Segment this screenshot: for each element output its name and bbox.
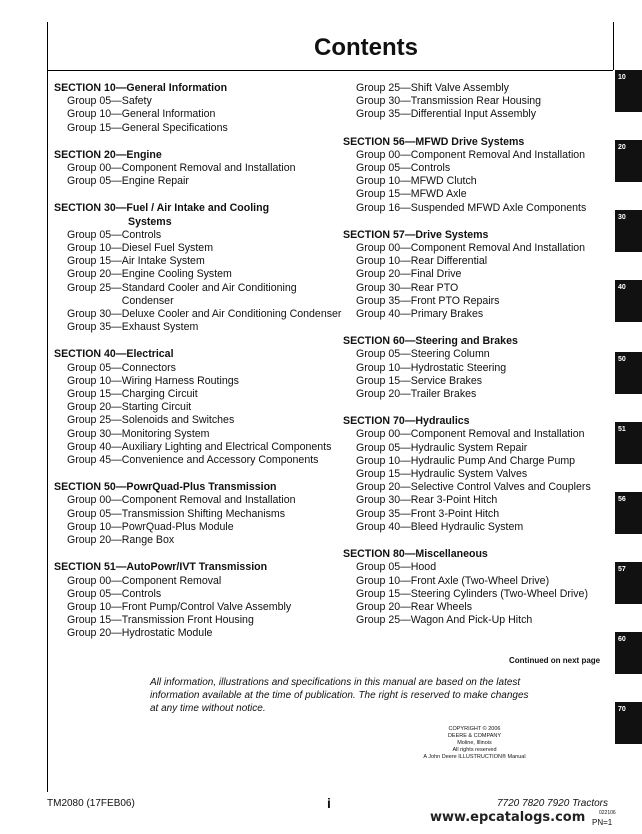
toc-group-entry[interactable] xyxy=(343,282,618,295)
group-label: Group 10— xyxy=(356,255,411,268)
group-label: Group 20— xyxy=(67,534,122,547)
toc-group-entry[interactable] xyxy=(343,575,618,588)
group-label: Group 05— xyxy=(356,561,411,574)
group-title: MFWD Axle xyxy=(410,188,467,201)
section-title-text: SECTION 51—AutoPowr/IVT Transmission xyxy=(54,561,268,574)
group-title: Monitoring System xyxy=(121,427,210,440)
group-label: Group 30— xyxy=(67,427,122,440)
toc-group-entry[interactable] xyxy=(54,162,344,175)
toc-group-entry[interactable] xyxy=(54,122,344,135)
group-title: Controls xyxy=(121,228,162,241)
copyright-line: A John Deere ILLUSTRUCTION® Manual xyxy=(423,754,526,760)
group-label: Group 15— xyxy=(67,255,122,268)
toc-group-entry[interactable] xyxy=(343,388,618,401)
section-tab[interactable] xyxy=(615,70,642,112)
group-label: Group 15— xyxy=(67,388,122,401)
group-title: Transmission Front Housing xyxy=(121,614,254,627)
group-title: Standard Cooler and Air Conditioning Condenser xyxy=(121,281,297,307)
group-title: Suspended MFWD Axle Components xyxy=(410,201,587,214)
group-label: Group 05— xyxy=(356,441,411,454)
toc-group-entry[interactable] xyxy=(54,601,344,614)
group-title: Hydrostatic Steering xyxy=(410,361,507,374)
group-label: Group 30— xyxy=(356,95,411,108)
section-title[interactable] xyxy=(343,548,618,561)
group-title: Convenience and Accessory Components xyxy=(121,454,319,467)
section-title-text: SECTION 20—Engine xyxy=(54,148,162,161)
group-label: Group 15— xyxy=(67,614,122,627)
toc-section xyxy=(343,229,618,321)
toc-group-entry[interactable] xyxy=(54,95,344,108)
toc-group-entry[interactable] xyxy=(343,255,618,268)
watermark: www.epcatalogs.com xyxy=(430,810,586,825)
group-title: Engine Repair xyxy=(121,175,189,188)
toc-group-entry[interactable] xyxy=(343,614,618,627)
section-title[interactable] xyxy=(54,481,344,494)
section-tab-label: 10 xyxy=(618,74,626,81)
group-title: Deluxe Cooler and Air Conditioning Condenser xyxy=(121,308,342,321)
group-title: Safety xyxy=(121,95,152,108)
group-label: Group 45— xyxy=(67,454,122,467)
group-label: Group 35— xyxy=(356,507,411,520)
toc-section xyxy=(54,561,344,640)
toc-section xyxy=(343,415,618,534)
group-label: Group 20— xyxy=(67,627,122,640)
divider xyxy=(47,70,613,71)
group-label: Group 20— xyxy=(356,388,411,401)
group-title: Component Removal And Installation xyxy=(410,148,586,161)
toc-group-entry[interactable] xyxy=(54,268,344,281)
section-title[interactable] xyxy=(343,229,618,242)
group-title: Rear 3-Point Hitch xyxy=(410,494,498,507)
group-label: Group 05— xyxy=(356,162,411,175)
group-title: Controls xyxy=(410,162,451,175)
section-tab-label: 70 xyxy=(618,706,626,713)
toc-group-entry[interactable] xyxy=(343,175,618,188)
group-label: Group 05— xyxy=(356,348,411,361)
group-label: Group 25— xyxy=(356,614,411,627)
group-label: Group 35— xyxy=(67,321,122,334)
section-title-text: SECTION 50—PowrQuad-Plus Transmission xyxy=(54,481,277,494)
group-title: Front 3-Point Hitch xyxy=(410,507,500,520)
group-label: Group 00— xyxy=(67,162,122,175)
disclaimer-text: All information, illustrations and specifications in this manual are based on the latest information available at the time of publication. The right is reserved to make changes at any time without notice. xyxy=(150,677,529,714)
group-label: Group 10— xyxy=(356,175,411,188)
section-tab-label: 60 xyxy=(618,636,626,643)
group-title: Front PTO Repairs xyxy=(410,294,500,307)
group-label: Group 30— xyxy=(356,494,411,507)
section-title-text: SECTION 60—Steering and Brakes xyxy=(343,335,518,348)
group-label: Group 10— xyxy=(67,520,122,533)
toc-section xyxy=(343,82,618,122)
group-label: Group 35— xyxy=(356,108,411,121)
toc-left-column xyxy=(54,82,344,655)
toc-group-entry[interactable] xyxy=(54,108,344,121)
group-label: Group 05— xyxy=(67,507,122,520)
section-title[interactable] xyxy=(343,415,618,428)
toc-group-entry[interactable] xyxy=(54,454,344,467)
date-code: 022106 xyxy=(599,810,616,816)
group-title: Hydraulic System Repair xyxy=(410,441,528,454)
toc-group-entry[interactable] xyxy=(343,481,618,494)
section-title[interactable] xyxy=(54,348,344,361)
group-title: Rear PTO xyxy=(410,281,459,294)
group-title: Engine Cooling System xyxy=(121,268,232,281)
group-title: Component Removal and Installation xyxy=(410,428,585,441)
toc-right-column xyxy=(343,82,618,641)
group-title: Transmission Shifting Mechanisms xyxy=(121,507,286,520)
toc-group-entry[interactable] xyxy=(54,175,344,188)
group-label: Group 20— xyxy=(67,268,122,281)
toc-section xyxy=(343,335,618,401)
toc-group-entry[interactable] xyxy=(343,149,618,162)
group-title: Charging Circuit xyxy=(121,388,198,401)
group-label: Group 05— xyxy=(67,95,122,108)
group-title: Hood xyxy=(410,561,437,574)
section-title-text: SECTION 70—Hydraulics xyxy=(343,415,470,428)
toc-group-entry[interactable] xyxy=(54,401,344,414)
group-title: Exhaust System xyxy=(121,321,199,334)
section-tab[interactable] xyxy=(615,492,642,534)
group-label: Group 25— xyxy=(67,281,122,294)
section-tab-label: 20 xyxy=(618,144,626,151)
group-label: Group 10— xyxy=(356,361,411,374)
section-title-text: SECTION 30—Fuel / Air Intake and Cooling xyxy=(54,202,270,215)
manual-title: 7720 7820 7920 Tractors xyxy=(497,798,609,809)
group-title: Component Removal xyxy=(121,574,222,587)
toc-group-entry[interactable] xyxy=(343,308,618,321)
group-label: Group 20— xyxy=(356,481,411,494)
toc-group-entry[interactable] xyxy=(343,202,618,215)
copyright-line: Moline, Illinois xyxy=(457,740,492,746)
group-title: Trailer Brakes xyxy=(410,388,477,401)
group-label: Group 25— xyxy=(67,414,122,427)
toc-group-entry[interactable] xyxy=(343,188,618,201)
toc-group-entry[interactable] xyxy=(54,428,344,441)
toc-group-entry[interactable] xyxy=(343,601,618,614)
section-tab[interactable] xyxy=(615,632,642,674)
group-label: Group 10— xyxy=(67,242,122,255)
group-label: Group 40— xyxy=(356,308,411,321)
section-title[interactable] xyxy=(54,561,344,574)
toc-group-entry[interactable] xyxy=(54,388,344,401)
section-title-continuation: Systems xyxy=(128,215,172,228)
group-label: Group 10— xyxy=(67,108,122,121)
section-tab-label: 50 xyxy=(618,356,626,363)
section-tab[interactable] xyxy=(615,422,642,464)
toc-group-entry[interactable] xyxy=(343,508,618,521)
group-label: Group 15— xyxy=(356,468,411,481)
toc-group-entry[interactable] xyxy=(343,268,618,281)
group-title: Hydrostatic Module xyxy=(121,627,213,640)
group-label: Group 15— xyxy=(356,188,411,201)
group-label: Group 40— xyxy=(356,520,411,533)
group-title: Component Removal and Installation xyxy=(121,162,296,175)
group-title: Wiring Harness Routings xyxy=(121,374,239,387)
group-title: Rear Differential xyxy=(410,255,488,268)
group-label: Group 05— xyxy=(67,361,122,374)
toc-group-entry[interactable] xyxy=(54,494,344,507)
section-title-text: SECTION 40—Electrical xyxy=(54,348,174,361)
group-title: Air Intake System xyxy=(121,255,205,268)
group-label: Group 05— xyxy=(67,587,122,600)
toc-group-entry[interactable] xyxy=(54,414,344,427)
toc-group-entry[interactable] xyxy=(54,627,344,640)
group-title: Connectors xyxy=(121,361,176,374)
group-label: Group 15— xyxy=(67,121,122,134)
group-title: Differential Input Assembly xyxy=(410,108,536,121)
group-label: Group 00— xyxy=(67,494,122,507)
section-tab[interactable] xyxy=(615,210,642,252)
section-title-text: SECTION 57—Drive Systems xyxy=(343,228,489,241)
group-label: Group 15— xyxy=(356,587,411,600)
toc-section xyxy=(54,202,344,334)
group-title: Steering Column xyxy=(410,348,490,361)
group-title: Starting Circuit xyxy=(121,401,192,414)
toc-group-entry[interactable] xyxy=(343,455,618,468)
pn-label: PN=1 xyxy=(592,818,613,827)
toc-section xyxy=(343,548,618,627)
copyright-line: DEERE & COMPANY xyxy=(447,733,502,739)
group-label: Group 20— xyxy=(67,401,122,414)
section-tab-label: 40 xyxy=(618,284,626,291)
group-label: Group 05— xyxy=(67,175,122,188)
section-title[interactable] xyxy=(54,149,344,162)
section-title-text: SECTION 80—Miscellaneous xyxy=(343,548,488,561)
toc-group-entry[interactable] xyxy=(54,255,344,268)
section-tab[interactable] xyxy=(615,280,642,322)
toc-group-entry[interactable] xyxy=(343,375,618,388)
toc-group-entry[interactable] xyxy=(54,614,344,627)
toc-group-entry[interactable] xyxy=(343,82,618,95)
section-tab[interactable] xyxy=(615,140,642,182)
group-label: Group 20— xyxy=(356,600,411,613)
group-label: Group 30— xyxy=(67,308,122,321)
group-title: Hydraulic System Valves xyxy=(410,468,528,481)
toc-group-entry[interactable] xyxy=(54,321,344,334)
toc-group-entry[interactable] xyxy=(343,521,618,534)
toc-group-entry[interactable] xyxy=(343,588,618,601)
group-title: Service Brakes xyxy=(410,374,483,387)
section-tab-label: 30 xyxy=(618,214,626,221)
toc-section xyxy=(54,348,344,467)
group-label: Group 05— xyxy=(67,228,122,241)
group-title: General Information xyxy=(121,108,216,121)
page-number: i xyxy=(327,795,331,811)
section-title[interactable] xyxy=(54,82,344,95)
toc-group-entry[interactable] xyxy=(54,575,344,588)
group-title: Auxiliary Lighting and Electrical Components xyxy=(121,440,332,453)
section-tab[interactable] xyxy=(615,562,642,604)
toc-group-entry[interactable] xyxy=(343,242,618,255)
group-title: Selective Control Valves and Couplers xyxy=(410,481,591,494)
group-title: Wagon And Pick-Up Hitch xyxy=(410,614,533,627)
group-title: Steering Cylinders (Two-Wheel Drive) xyxy=(410,587,588,600)
toc-group-entry[interactable] xyxy=(343,95,618,108)
group-title: Hydraulic Pump And Charge Pump xyxy=(410,454,576,467)
group-label: Group 30— xyxy=(356,281,411,294)
toc-group-entry[interactable] xyxy=(343,162,618,175)
toc-group-entry[interactable] xyxy=(343,428,618,441)
section-tab-label: 56 xyxy=(618,496,626,503)
section-tab-label: 51 xyxy=(618,426,626,433)
toc-group-entry[interactable] xyxy=(54,229,344,242)
group-title: Shift Valve Assembly xyxy=(410,82,509,94)
group-label: Group 10— xyxy=(356,454,411,467)
group-title: Front Pump/Control Valve Assembly xyxy=(121,600,292,613)
toc-group-entry[interactable] xyxy=(343,362,618,375)
copyright-line: All rights reserved xyxy=(452,747,497,753)
section-tab-label: 57 xyxy=(618,566,626,573)
toc-group-entry[interactable] xyxy=(54,521,344,534)
section-title-text: SECTION 56—MFWD Drive Systems xyxy=(343,135,525,148)
toc-group-entry[interactable] xyxy=(54,362,344,375)
group-title: Transmission Rear Housing xyxy=(410,95,542,108)
group-label: Group 00— xyxy=(356,148,411,161)
toc-section xyxy=(54,82,344,135)
toc-group-entry[interactable] xyxy=(54,375,344,388)
section-title[interactable] xyxy=(343,136,618,149)
toc-group-entry[interactable] xyxy=(54,441,344,454)
toc-group-entry[interactable] xyxy=(54,282,344,308)
group-title: General Specifications xyxy=(121,121,228,134)
page-title: Contents xyxy=(314,34,418,61)
copyright-block xyxy=(412,726,537,761)
manual-code: TM2080 (17FEB06) xyxy=(47,798,135,809)
group-label: Group 10— xyxy=(67,600,122,613)
group-label: Group 15— xyxy=(356,374,411,387)
group-label: Group 35— xyxy=(356,294,411,307)
group-title: Rear Wheels xyxy=(410,600,472,613)
section-title-text: SECTION 10—General Information xyxy=(54,82,228,94)
group-label: Group 20— xyxy=(356,268,411,281)
group-label: Group 10— xyxy=(356,574,411,587)
group-title: Final Drive xyxy=(410,268,462,281)
toc-section xyxy=(343,136,618,215)
group-title: Diesel Fuel System xyxy=(121,242,214,255)
section-tab[interactable] xyxy=(615,352,642,394)
toc-section xyxy=(54,481,344,547)
toc-group-entry[interactable] xyxy=(54,308,344,321)
copyright-line: COPYRIGHT © 2006 xyxy=(448,726,501,732)
section-title[interactable] xyxy=(54,202,344,228)
toc-group-entry[interactable] xyxy=(54,242,344,255)
toc-group-entry[interactable] xyxy=(343,348,618,361)
toc-group-entry[interactable] xyxy=(343,468,618,481)
group-label: Group 10— xyxy=(67,374,122,387)
toc-group-entry[interactable] xyxy=(54,508,344,521)
group-title: Component Removal and Installation xyxy=(121,494,296,507)
section-tab[interactable] xyxy=(615,702,642,744)
group-title: Controls xyxy=(121,587,162,600)
group-title: Component Removal And Installation xyxy=(410,242,586,255)
toc-group-entry[interactable] xyxy=(54,534,344,547)
divider xyxy=(47,70,48,792)
group-label: Group 00— xyxy=(67,574,122,587)
group-title: PowrQuad-Plus Module xyxy=(121,520,234,533)
group-label: Group 40— xyxy=(67,440,122,453)
group-title: Primary Brakes xyxy=(410,308,484,321)
group-title: Solenoids and Switches xyxy=(121,414,235,427)
group-title: Front Axle (Two-Wheel Drive) xyxy=(410,574,550,587)
group-title: MFWD Clutch xyxy=(410,175,477,188)
group-label: Group 25— xyxy=(356,82,411,94)
toc-group-entry[interactable] xyxy=(343,442,618,455)
toc-group-entry[interactable] xyxy=(343,295,618,308)
toc-section xyxy=(54,149,344,189)
group-title: Bleed Hydraulic System xyxy=(410,520,524,533)
group-label: Group 00— xyxy=(356,242,411,255)
group-label: Group 16— xyxy=(356,201,411,214)
section-title[interactable] xyxy=(343,335,618,348)
toc-group-entry[interactable] xyxy=(343,108,618,121)
toc-group-entry[interactable] xyxy=(343,561,618,574)
group-label: Group 00— xyxy=(356,428,411,441)
toc-group-entry[interactable] xyxy=(343,494,618,507)
continued-note: Continued on next page xyxy=(509,656,601,665)
toc-group-entry[interactable] xyxy=(54,588,344,601)
group-title: Range Box xyxy=(121,534,175,547)
